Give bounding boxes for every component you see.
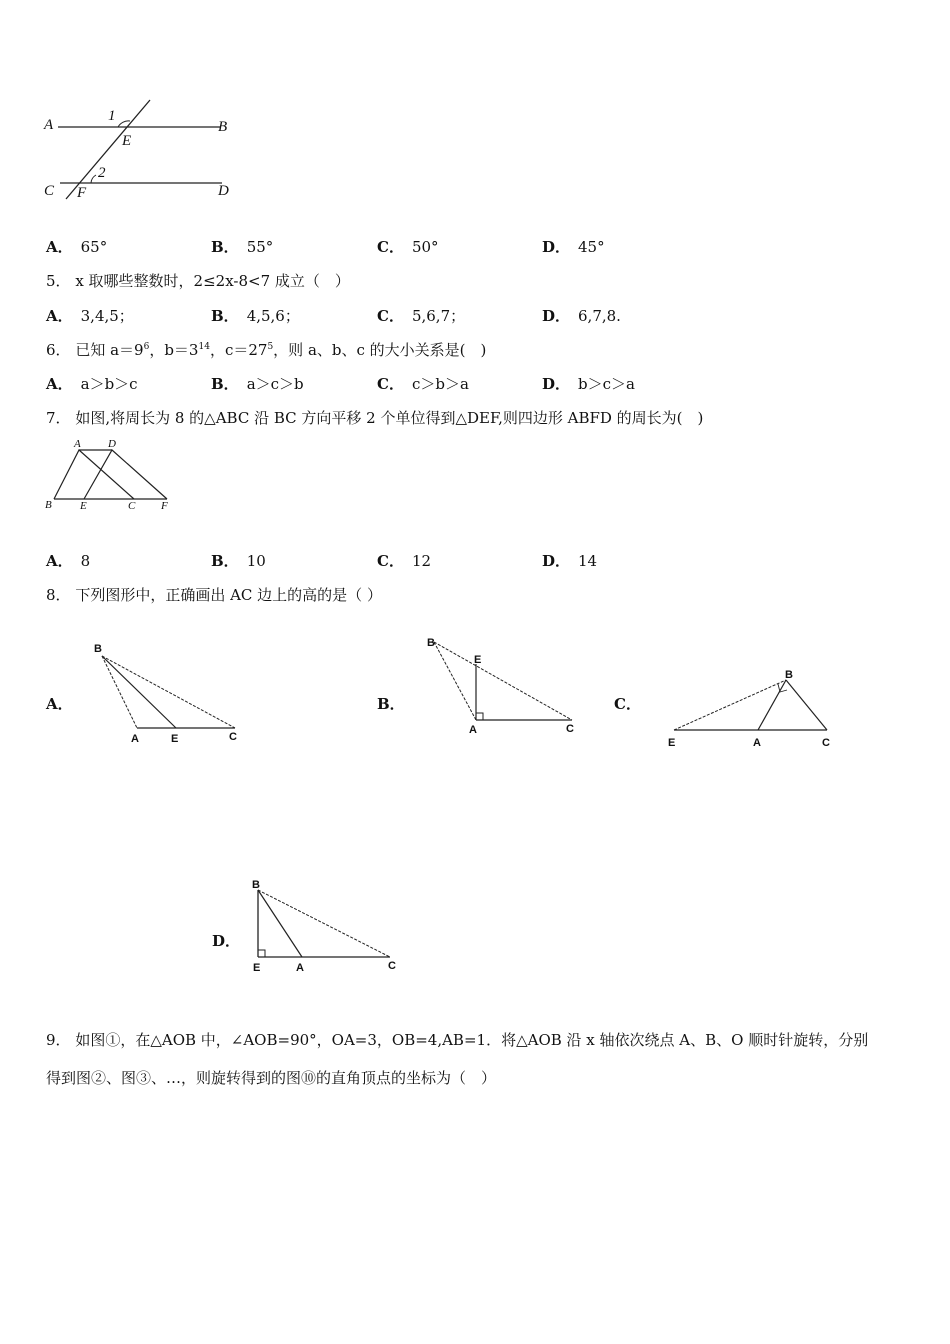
q7-option-c[interactable]: C． 12 <box>377 552 432 570</box>
q8b-label-C: C <box>566 723 574 735</box>
q8c-label-E: E <box>668 737 676 749</box>
q8b-label-B: B <box>427 637 435 649</box>
q7-stem: 7． 如图,将周长为 8 的△ABC 沿 BC 方向平移 2 个单位得到△DEF,则四边形 ABFD 的周长为( ) <box>46 409 704 427</box>
q8-figure-c <box>662 669 842 754</box>
fig7-label-A: A <box>74 438 81 450</box>
fig7-label-E: E <box>80 500 87 512</box>
fig7-label-B: B <box>45 499 52 511</box>
q8-figure-b <box>424 630 584 742</box>
q9-stem-line2: 得到图②、图③、…，则旋转得到的图⑩的直角顶点的坐标为（ ） <box>46 1069 497 1087</box>
parallel-lines-figure <box>40 95 250 210</box>
q7-option-b[interactable]: B． 10 <box>211 552 266 570</box>
q8c-label-C: C <box>822 737 830 749</box>
q8c-label-A: A <box>753 737 761 749</box>
fig7-label-C: C <box>128 500 136 512</box>
label-F: F <box>77 185 87 201</box>
q5-option-c[interactable]: C． 5,6,7； <box>377 307 466 325</box>
q4-option-d[interactable]: D． 45° <box>542 238 605 256</box>
q8-figure-a <box>90 636 250 748</box>
q6-option-c[interactable]: C． c＞b＞a <box>377 375 469 393</box>
label-B: B <box>218 119 228 135</box>
fig7-label-F: F <box>161 500 168 512</box>
q5-stem: 5． x 取哪些整数时，2≤2x-8<7 成立（ ） <box>46 272 350 290</box>
label-E: E <box>122 133 132 149</box>
q4-option-b[interactable]: B． 55° <box>211 238 274 256</box>
q8d-label-A: A <box>296 962 304 974</box>
q7-option-d[interactable]: D． 14 <box>542 552 598 570</box>
q8b-label-E: E <box>474 654 482 666</box>
q8-figure-d <box>248 875 408 975</box>
q6-stem: 6． 已知 $a=9^6$，$b=3^{14}$，$c=27^5$，则 a、b、c 的大小关系是( ) <box>46 341 487 359</box>
q6-option-a[interactable]: A． a＞b＞c <box>46 375 138 393</box>
label-A: A <box>44 117 54 133</box>
q7-option-a[interactable]: A． 8 <box>46 552 91 570</box>
angle-2-label: 2 <box>98 165 106 181</box>
q4-option-c[interactable]: C． 50° <box>377 238 439 256</box>
q5-option-a[interactable]: A． 3,4,5； <box>46 307 134 325</box>
q9-stem-line1: 9． 如图①，在△AOB 中，∠AOB=90°，OA=3，OB=4,AB=1．将△AOB 沿 x 轴依次绕点 A、B、O 顺时针旋转，分别 <box>46 1031 869 1049</box>
q5-option-b[interactable]: B． 4,5,6； <box>211 307 300 325</box>
q6-option-d[interactable]: D． b＞c＞a <box>542 375 635 393</box>
q8b-label-A: A <box>469 724 477 736</box>
fig7-label-D: D <box>108 438 116 450</box>
q4-option-a[interactable]: A． 65° <box>46 238 108 256</box>
q8-option-b[interactable]: B． <box>377 695 405 713</box>
q8a-label-B: B <box>94 643 102 655</box>
q8a-label-C: C <box>229 731 237 743</box>
q8d-label-C: C <box>388 960 396 972</box>
q8d-label-B: B <box>252 879 260 891</box>
q8-option-a[interactable]: A． <box>46 695 73 713</box>
q8a-label-E: E <box>171 733 179 745</box>
q8a-label-A: A <box>131 733 139 745</box>
q8-option-d[interactable]: D． <box>212 932 241 950</box>
label-C: C <box>44 183 55 199</box>
q5-option-d[interactable]: D． 6,7,8. <box>542 307 621 325</box>
q8d-label-E: E <box>253 962 261 974</box>
label-D: D <box>218 183 229 199</box>
q6-option-b[interactable]: B． a＞c＞b <box>211 375 304 393</box>
q8-option-c[interactable]: C． <box>614 695 641 713</box>
translation-figure <box>42 436 182 516</box>
q8c-label-B: B <box>785 669 793 681</box>
angle-1-label: 1 <box>108 108 116 124</box>
q8-stem: 8． 下列图形中，正确画出 AC 边上的高的是（ ） <box>46 586 382 604</box>
